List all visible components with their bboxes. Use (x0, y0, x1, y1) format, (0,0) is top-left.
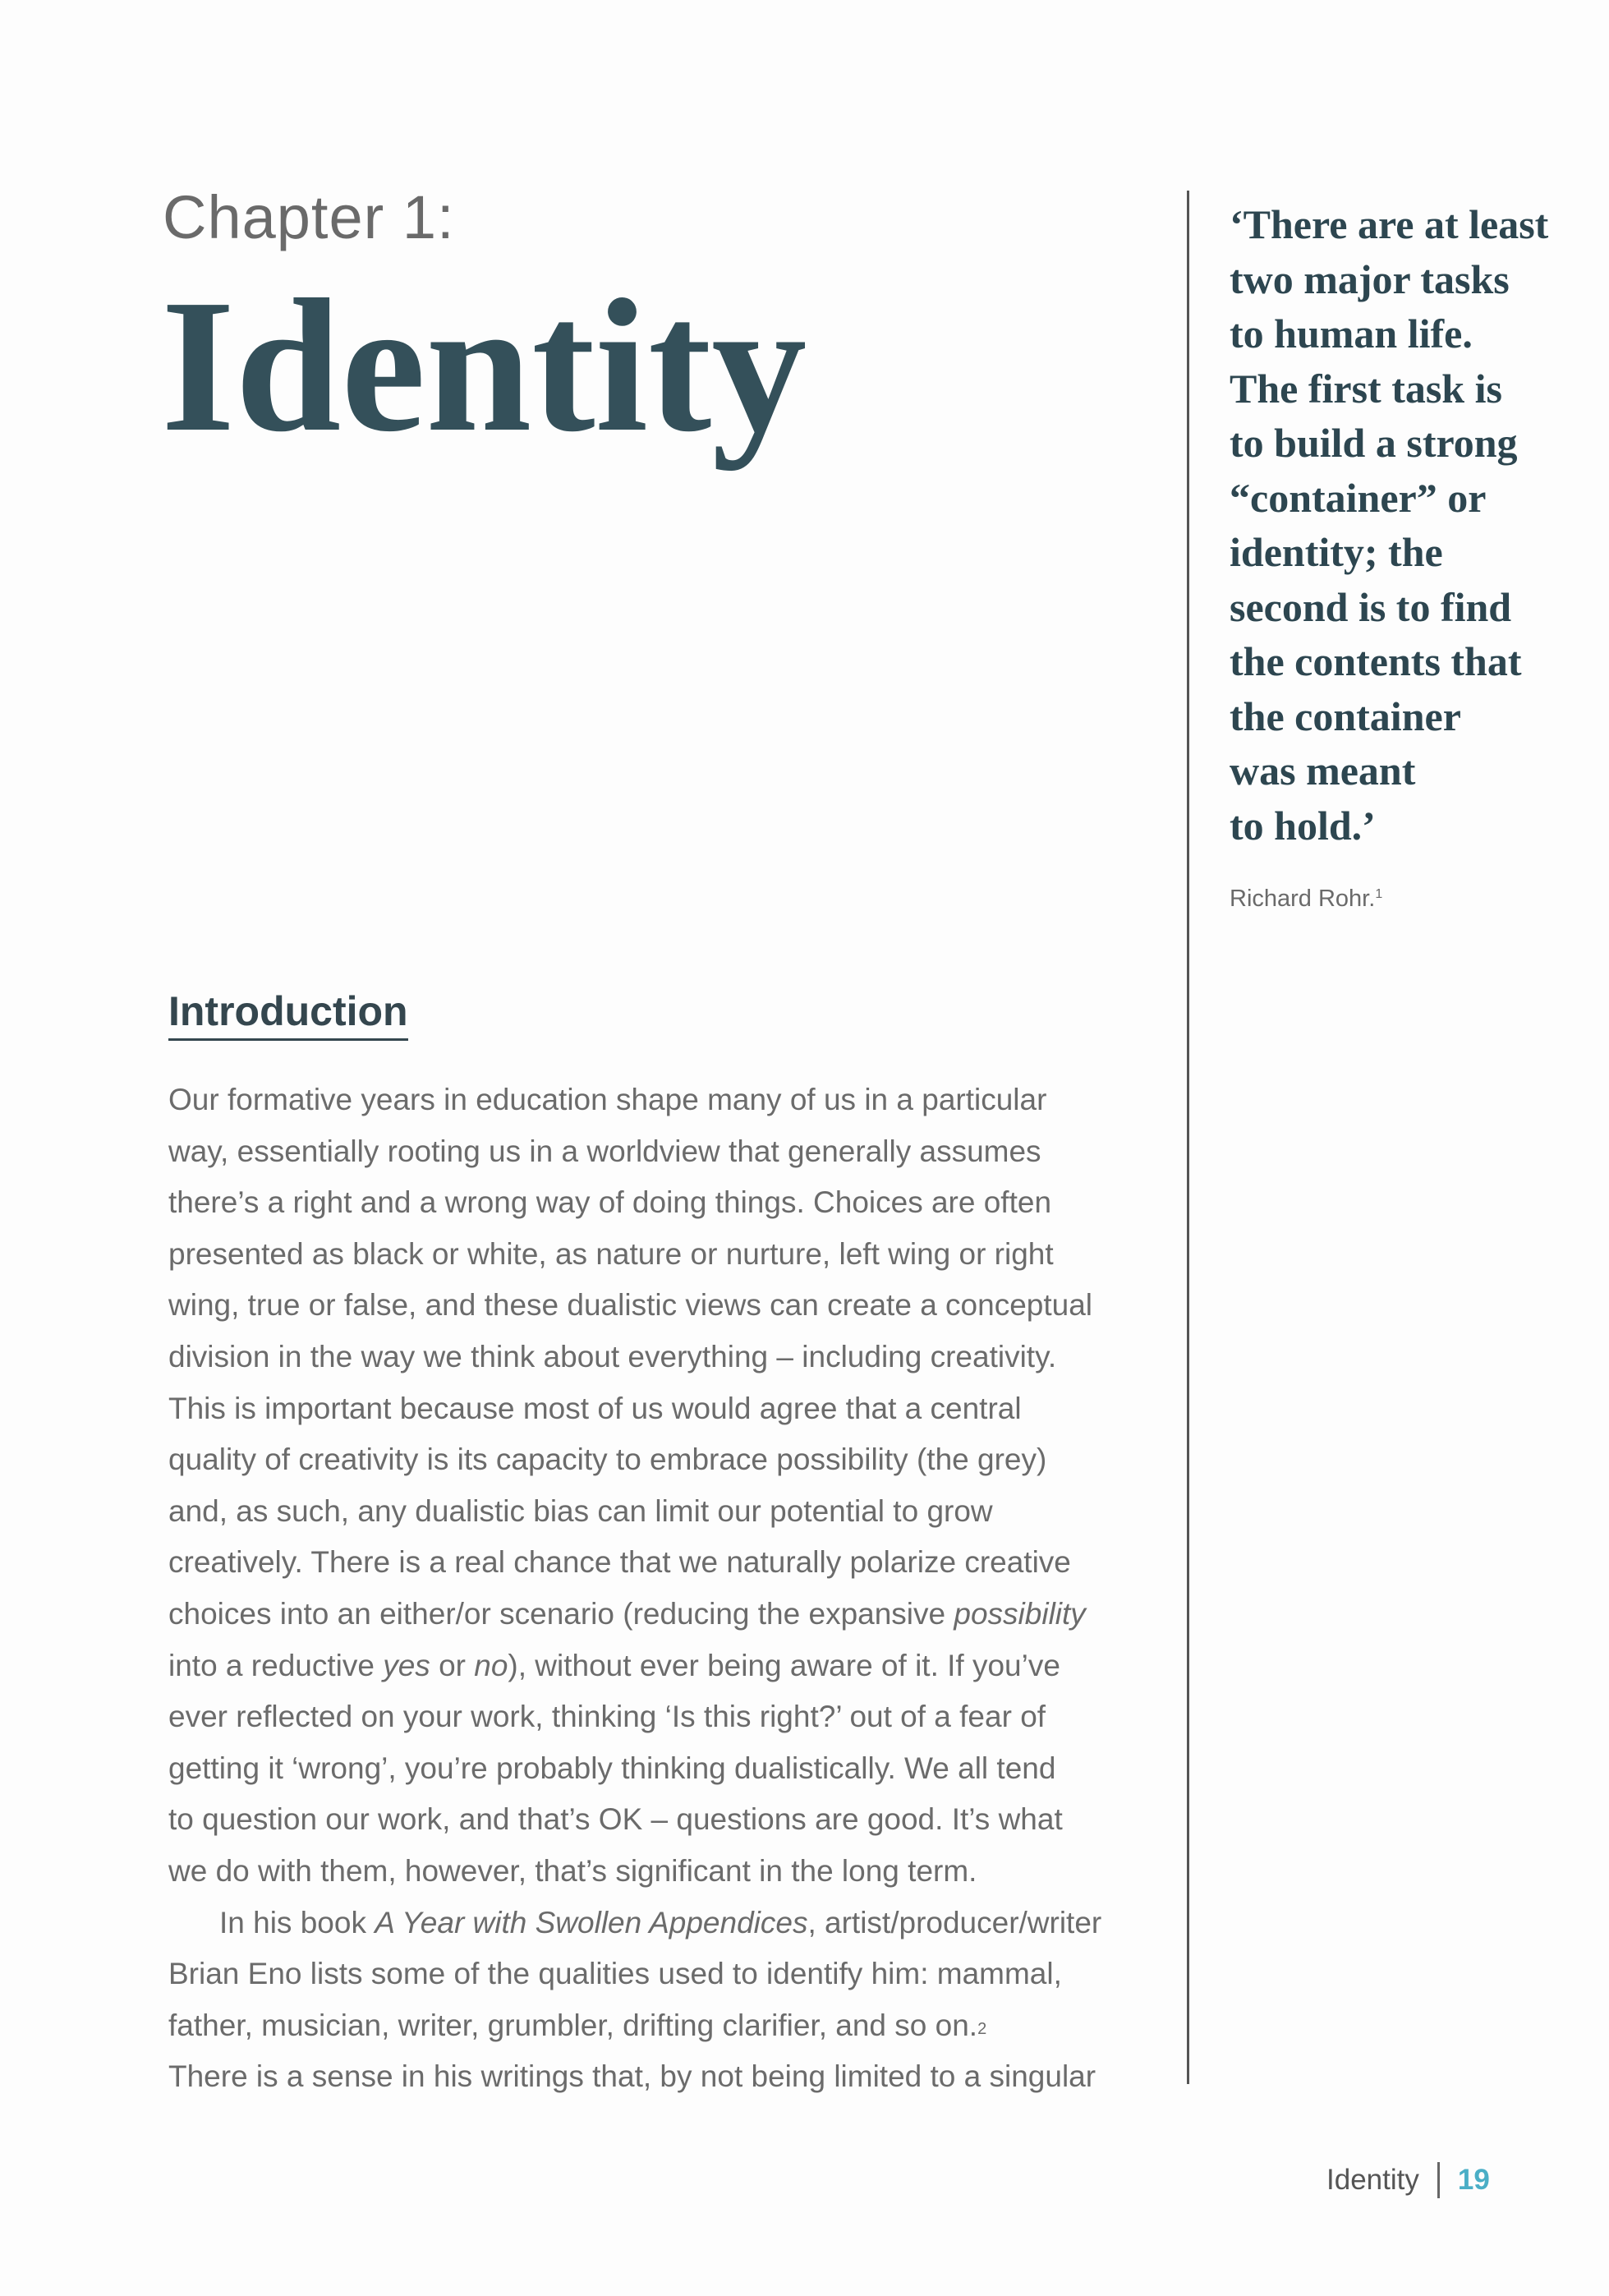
text-line (168, 1537, 1101, 1589)
text-segment: creatively. There is a real chance that we naturally polarize creative (168, 1545, 1071, 1580)
text-segment: Our formative years in education shape many of us in a particular (168, 1083, 1047, 1116)
text-line (168, 1691, 1101, 1743)
text-segment: wing, true or false, and these dualistic views can create a conceptual (168, 1288, 1093, 1323)
text-segment: quality of creativity is its capacity to embrace possibility (the grey) (168, 1442, 1047, 1477)
text-line (168, 1229, 1101, 1281)
text-segment: division in the way we think about everything – including creativity. (168, 1339, 1057, 1373)
quote-line: to build a strong (1230, 420, 1518, 466)
quote-line: to human life. (1230, 311, 1473, 357)
text-segment: ), without ever being aware of it. If you’ve (508, 1648, 1060, 1682)
pull-quote (1230, 197, 1548, 853)
quote-line: the container (1230, 692, 1461, 739)
text-segment: choices into an either/or scenario (reducing the expansive (168, 1596, 954, 1631)
italic-text: A Year with Swollen Appendices (375, 1905, 808, 1939)
chapter-label: Chapter 1: (163, 183, 455, 251)
footnote-ref: 1 (1375, 887, 1383, 901)
quote-line: the contents that (1230, 638, 1522, 684)
quote-line: ‘There are at least (1230, 201, 1549, 247)
text-line (168, 1126, 1101, 1178)
text-line (168, 1434, 1101, 1486)
text-line (168, 1846, 1101, 1898)
text-segment: way, essentially rooting us in a worldview that generally assumes (168, 1134, 1041, 1168)
text-line (168, 1332, 1101, 1383)
text-segment: In his book (219, 1905, 375, 1939)
text-line (168, 1589, 1101, 1640)
text-segment: presented as black or white, as nature or nurture, left wing or right (168, 1236, 1054, 1271)
page-number: 19 (1457, 2164, 1490, 2196)
text-segment: into a reductive (168, 1648, 384, 1682)
text-line (168, 1743, 1101, 1795)
text-segment: There is a sense in his writings that, by not being limited to a singular (168, 2059, 1096, 2094)
text-line (168, 1486, 1101, 1538)
italic-text: possibility (954, 1596, 1086, 1631)
text-line (168, 1898, 1101, 1949)
text-segment: , artist/producer/writer (807, 1905, 1102, 1939)
text-line (168, 1794, 1101, 1846)
text-segment: to question our work, and that’s OK – questions are good. It’s what (168, 1802, 1063, 1837)
text-line (168, 1074, 1101, 1126)
text-segment: we do with them, however, that’s significant in the long term. (168, 1853, 977, 1888)
attribution-name: Richard Rohr. (1230, 886, 1376, 912)
footer-divider (1437, 2162, 1440, 2198)
quote-attribution (1230, 886, 1382, 913)
italic-text: no (474, 1648, 508, 1682)
sidebar-divider (1187, 191, 1189, 2084)
text-segment: there’s a right and a wrong way of doing things. Choices are often (168, 1185, 1052, 1220)
text-segment: and, as such, any dualistic bias can limit our potential to grow (168, 1493, 993, 1528)
page-footer (1326, 2162, 1490, 2198)
quote-line: was meant (1230, 748, 1416, 794)
section-heading: Introduction (168, 987, 408, 1041)
quote-line: two major tasks (1230, 255, 1510, 302)
quote-line: “container” or (1230, 474, 1487, 521)
text-line (168, 1640, 1101, 1692)
text-segment: ever reflected on your work, thinking ‘Is this right?’ out of a fear of (168, 1700, 1046, 1734)
quote-line: to hold.’ (1230, 802, 1376, 849)
quote-line: identity; the (1230, 529, 1443, 575)
running-head: Identity (1326, 2164, 1419, 2196)
text-segment: Brian Eno lists some of the qualities used to identify him: mammal, (168, 1957, 1062, 1991)
chapter-title: Identity (161, 260, 807, 472)
text-segment: getting it ‘wrong’, you’re probably thinking dualistically. We all tend (168, 1751, 1056, 1785)
text-line (168, 1949, 1101, 2000)
text-segment: father, musician, writer, grumbler, drifting clarifier, and so on. (168, 2008, 978, 2042)
text-line (168, 2000, 1101, 2052)
text-segment: or (430, 1648, 475, 1682)
quote-line: second is to find (1230, 583, 1512, 630)
text-line (168, 1280, 1101, 1332)
italic-text: yes (383, 1648, 430, 1682)
text-line (168, 2051, 1101, 2103)
text-line (168, 1177, 1101, 1229)
quote-line: The first task is (1230, 365, 1502, 412)
body-text (168, 1074, 1101, 2103)
text-line (168, 1383, 1101, 1435)
footnote-ref: 2 (977, 2019, 987, 2038)
text-segment: This is important because most of us would agree that a central (168, 1391, 1022, 1425)
